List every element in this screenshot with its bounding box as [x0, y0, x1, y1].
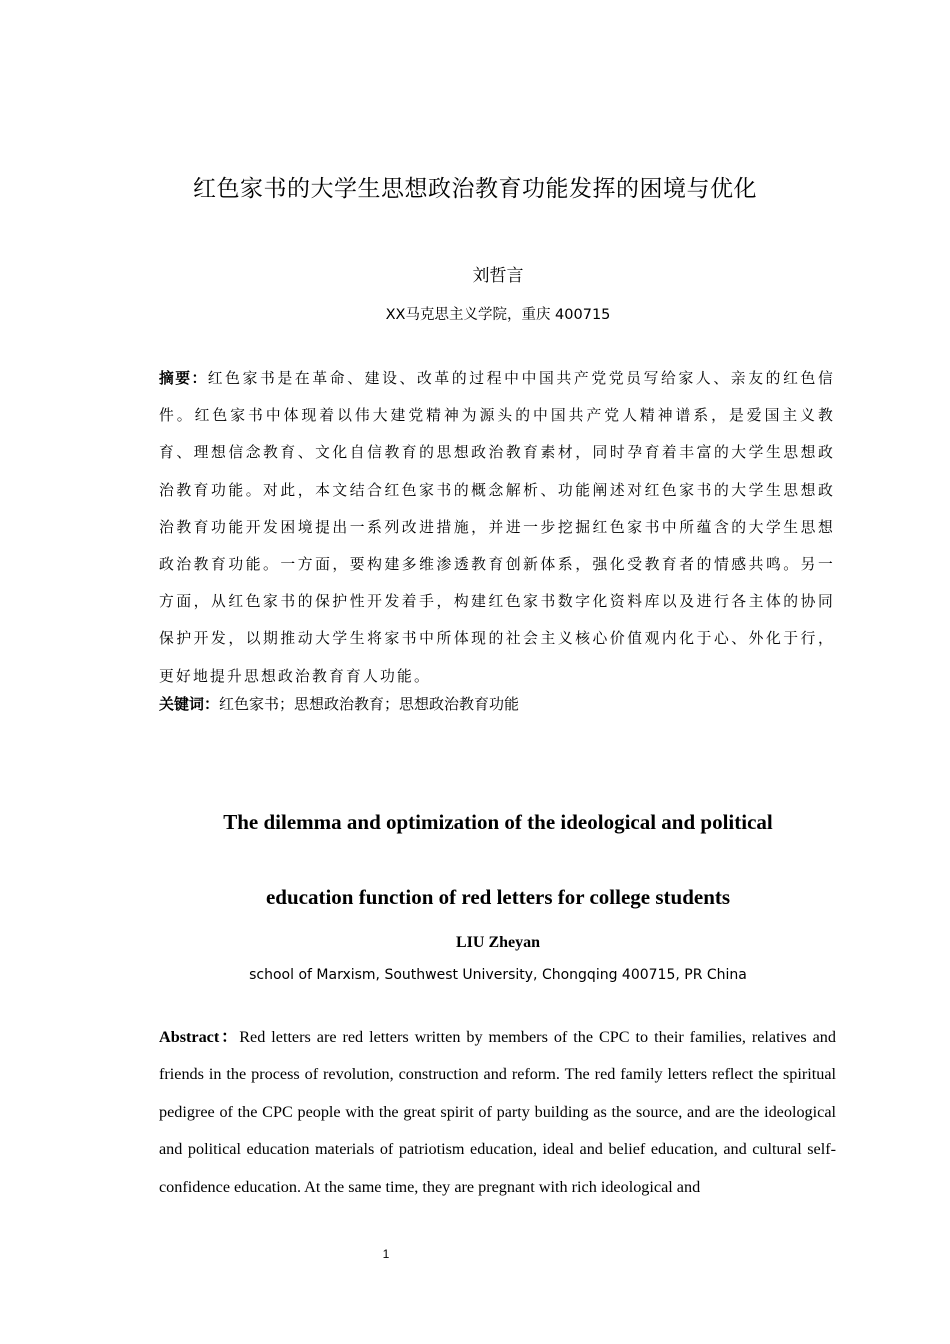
english-title-line-1: The dilemma and optimization of the ideological and political: [223, 810, 773, 834]
chinese-abstract-text: 红色家书是在革命、建设、改革的过程中中国共产党党员写给家人、亲友的红色信件。红色家书中体现着以伟大建党精神为源头的中国共产党人精神谱系，是爱国主义教育、理想信念教育、文化自信教育的思想政治教育素材，同时孕育着丰富的大学生思想政治教育功能。对此，本文结合红色家书的概念解析、功能阐述对红色家书的大学生思想政治教育功能开发困境提出一系列改进措施，并进一步挖掘红色家书中所蕴含的大学生思想政治教育功能。一方面，要构建多维渗透教育创新体系，强化受教育者的情感共鸣。另一方面，从红色家书的保护性开发着手，构建红色家书数字化资料库以及进行各主体的协同保护开发，以期推动大学生将家书中所体现的社会主义核心价值观内化于心、外化于行，更好地提升思想政治教育育人功能。: [159, 370, 835, 685]
english-abstract: [159, 1019, 836, 1206]
chinese-title: 红色家书的大学生思想政治教育功能发挥的困境与优化: [193, 176, 757, 202]
chinese-keywords-label: 关键词：: [159, 695, 220, 713]
english-title-line-2: education function of red letters for college students: [265, 885, 731, 909]
chinese-author: 刘哲言: [472, 266, 524, 286]
chinese-keywords: [159, 693, 835, 714]
english-affiliation: school of Marxism, Southwest University, Chongqing 400715, PR China: [249, 967, 747, 983]
chinese-affiliation: XX马克思主义学院，重庆 400715: [385, 307, 611, 323]
english-author: LIU Zheyan: [455, 934, 541, 951]
english-title: [0, 785, 950, 935]
english-abstract-text: Red letters are red letters written by members of the CPC to their families, relatives and friends in the process of revolution, construction and reform. The red family letters reflect the spiritual pedigree of the CPC people with the great spirit of party building as the source, and are the ideological and political education materials of patriotism education, ideal and belief education, and cultural self-confidence education. At the same time, they are pregnant with rich ideological and: [159, 1028, 836, 1196]
chinese-keywords-text: 红色家书；思想政治教育；思想政治教育功能: [219, 695, 520, 713]
chinese-abstract: [159, 360, 835, 695]
chinese-abstract-label: 摘要：: [159, 370, 208, 387]
page-number: 1: [382, 1247, 390, 1261]
english-abstract-label: Abstract：: [159, 1028, 240, 1046]
